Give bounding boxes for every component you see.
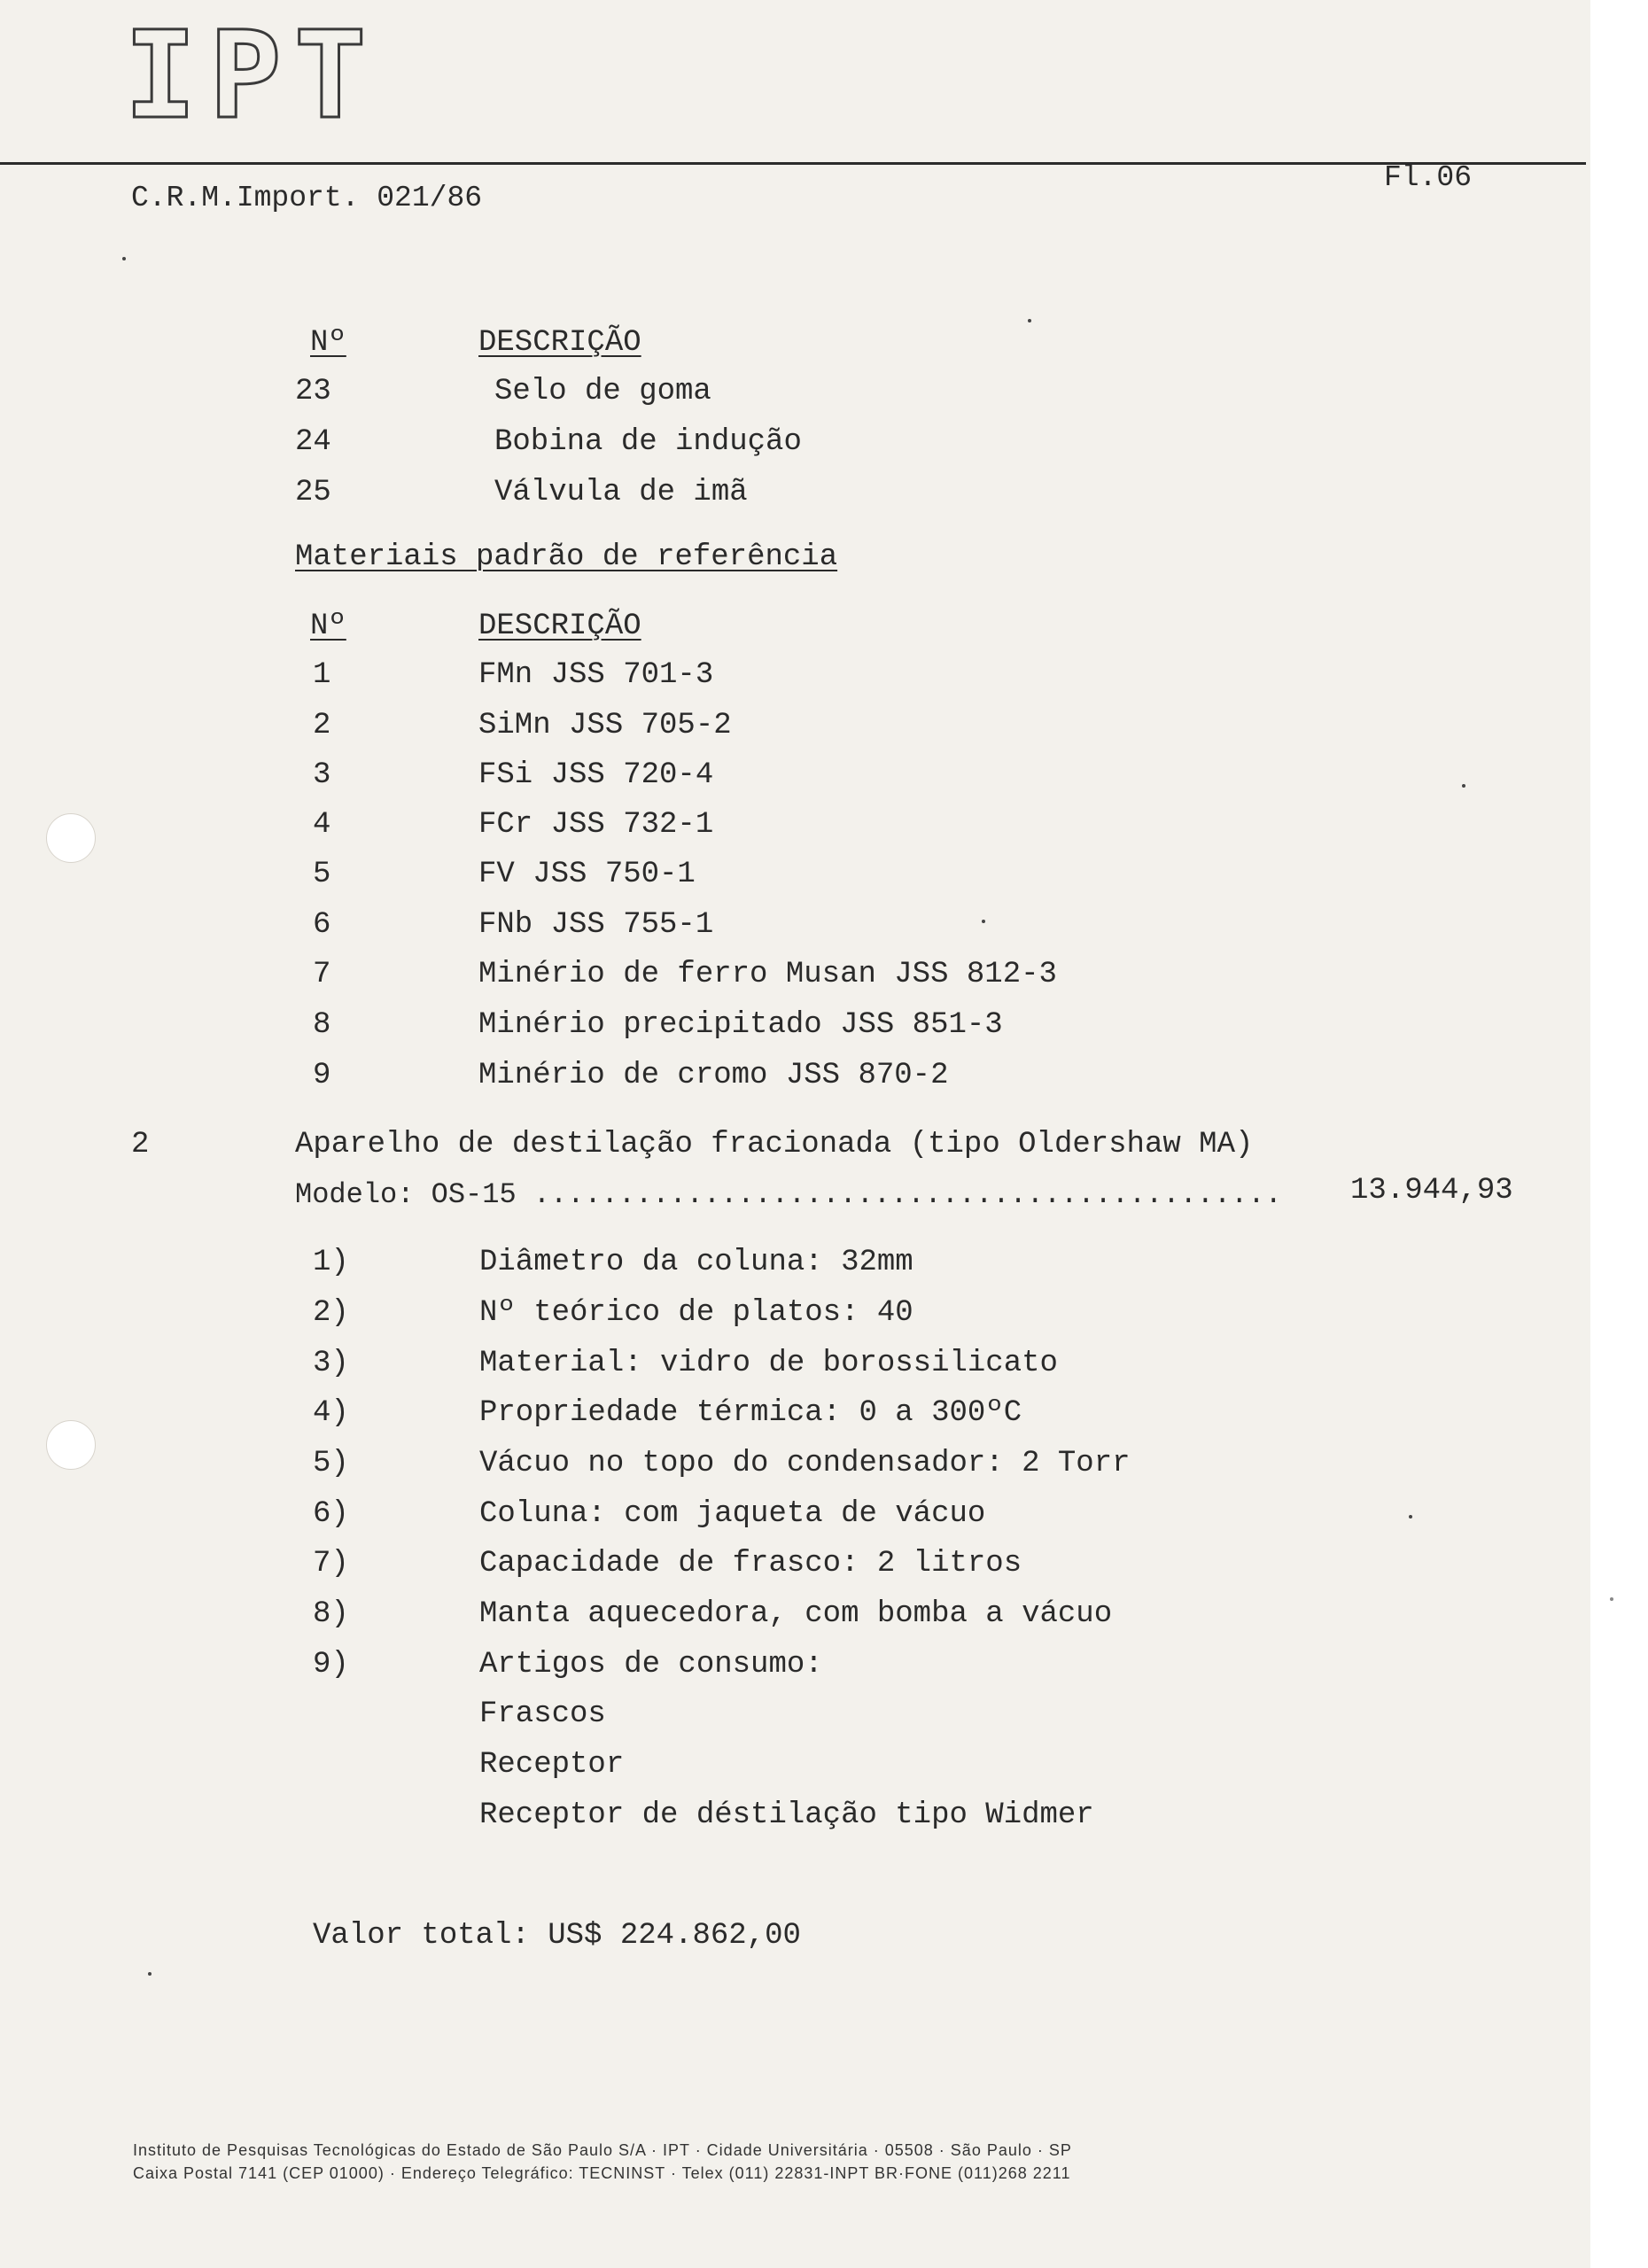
spec-text: Material: vidro de borossilicato (479, 1347, 1058, 1380)
row-no: 7 (313, 958, 331, 991)
row-description: FMn JSS 701-3 (478, 658, 714, 692)
footer-address-line-2: Caixa Postal 7141 (CEP 01000) · Endereço Telegráfico: TECNINST · Telex (011) 22831-INPT BR·FONE (011)268 2211 (133, 2164, 1071, 2182)
scan-speck (1610, 1597, 1613, 1601)
row-description: Minério de cromo JSS 870-2 (478, 1059, 949, 1092)
spec-text: Manta aquecedora, com bomba a vácuo (479, 1597, 1113, 1631)
col-header-no: Nº (310, 610, 346, 643)
row-no: 2 (313, 709, 331, 742)
consumable-item: Receptor de déstilação tipo Widmer (479, 1798, 1094, 1832)
item-number: 2 (131, 1128, 150, 1161)
row-description: Bobina de indução (494, 425, 802, 459)
row-description: FSi JSS 720-4 (478, 758, 714, 792)
row-description: FV JSS 750-1 (478, 858, 696, 891)
row-description: Minério precipitado JSS 851-3 (478, 1008, 1003, 1042)
ipt-logo: IPT (124, 6, 379, 146)
header-rule (0, 162, 1586, 165)
spec-no: 6) (313, 1497, 349, 1531)
sheet-number: Fl.06 (1384, 161, 1473, 194)
spec-no: 4) (313, 1396, 349, 1430)
spec-text: Propriedade térmica: 0 a 300ºC (479, 1396, 1022, 1430)
row-no: 24 (295, 425, 331, 459)
row-no: 8 (313, 1008, 331, 1042)
spec-text: Vácuo no topo do condensador: 2 Torr (479, 1447, 1131, 1480)
spec-no: 7) (313, 1547, 349, 1581)
spec-text: Artigos de consumo: (479, 1648, 823, 1682)
row-description: Selo de goma (494, 375, 711, 408)
scan-speck (1409, 1515, 1412, 1518)
col-header-no: Nº (310, 326, 346, 360)
spec-no: 2) (313, 1296, 349, 1330)
punch-hole (46, 813, 96, 863)
item-price: 13.944,93 (1350, 1174, 1513, 1208)
section-heading-materiais: Materiais padrão de referência (295, 540, 838, 574)
scan-speck (122, 257, 126, 260)
spec-no: 1) (313, 1246, 349, 1279)
footer-address-line-1: Instituto de Pesquisas Tecnológicas do Estado de São Paulo S/A · IPT · Cidade Universitária · 05508 · São Paulo · SP (133, 2141, 1072, 2159)
row-no: 6 (313, 908, 331, 942)
spec-text: Capacidade de frasco: 2 litros (479, 1547, 1022, 1581)
row-description: FNb JSS 755-1 (478, 908, 714, 942)
scan-speck (1462, 784, 1465, 788)
scan-speck (148, 1972, 152, 1976)
col-header-descricao: DESCRIÇÃO (478, 326, 641, 360)
consumable-item: Receptor (479, 1748, 625, 1782)
row-no: 25 (295, 476, 331, 509)
spec-no: 3) (313, 1347, 349, 1380)
row-no: 4 (313, 808, 331, 842)
spec-text: Nº teórico de platos: 40 (479, 1296, 913, 1330)
scan-speck (982, 920, 985, 923)
row-no: 1 (313, 658, 331, 692)
row-description: SiMn JSS 705-2 (478, 709, 732, 742)
item-title: Aparelho de destilação fracionada (tipo Oldershaw MA) (295, 1128, 1254, 1161)
document-reference: C.R.M.Import. 021/86 (131, 182, 483, 214)
row-no: 9 (313, 1059, 331, 1092)
item-model-line: Modelo: OS-15 ............................................ (295, 1178, 1282, 1211)
row-no: 5 (313, 858, 331, 891)
col-header-descricao: DESCRIÇÃO (478, 610, 641, 643)
spec-no: 8) (313, 1597, 349, 1631)
consumable-item: Frascos (479, 1697, 606, 1731)
row-description: FCr JSS 732-1 (478, 808, 714, 842)
row-description: Válvula de imã (494, 476, 748, 509)
spec-text: Coluna: com jaqueta de vácuo (479, 1497, 986, 1531)
row-no: 3 (313, 758, 331, 792)
scan-margin (1590, 0, 1648, 2268)
spec-no: 5) (313, 1447, 349, 1480)
scan-speck (1028, 319, 1031, 322)
punch-hole (46, 1420, 96, 1470)
spec-text: Diâmetro da coluna: 32mm (479, 1246, 913, 1279)
total-value: Valor total: US$ 224.862,00 (313, 1919, 801, 1953)
row-no: 23 (295, 375, 331, 408)
row-description: Minério de ferro Musan JSS 812-3 (478, 958, 1057, 991)
spec-no: 9) (313, 1648, 349, 1682)
